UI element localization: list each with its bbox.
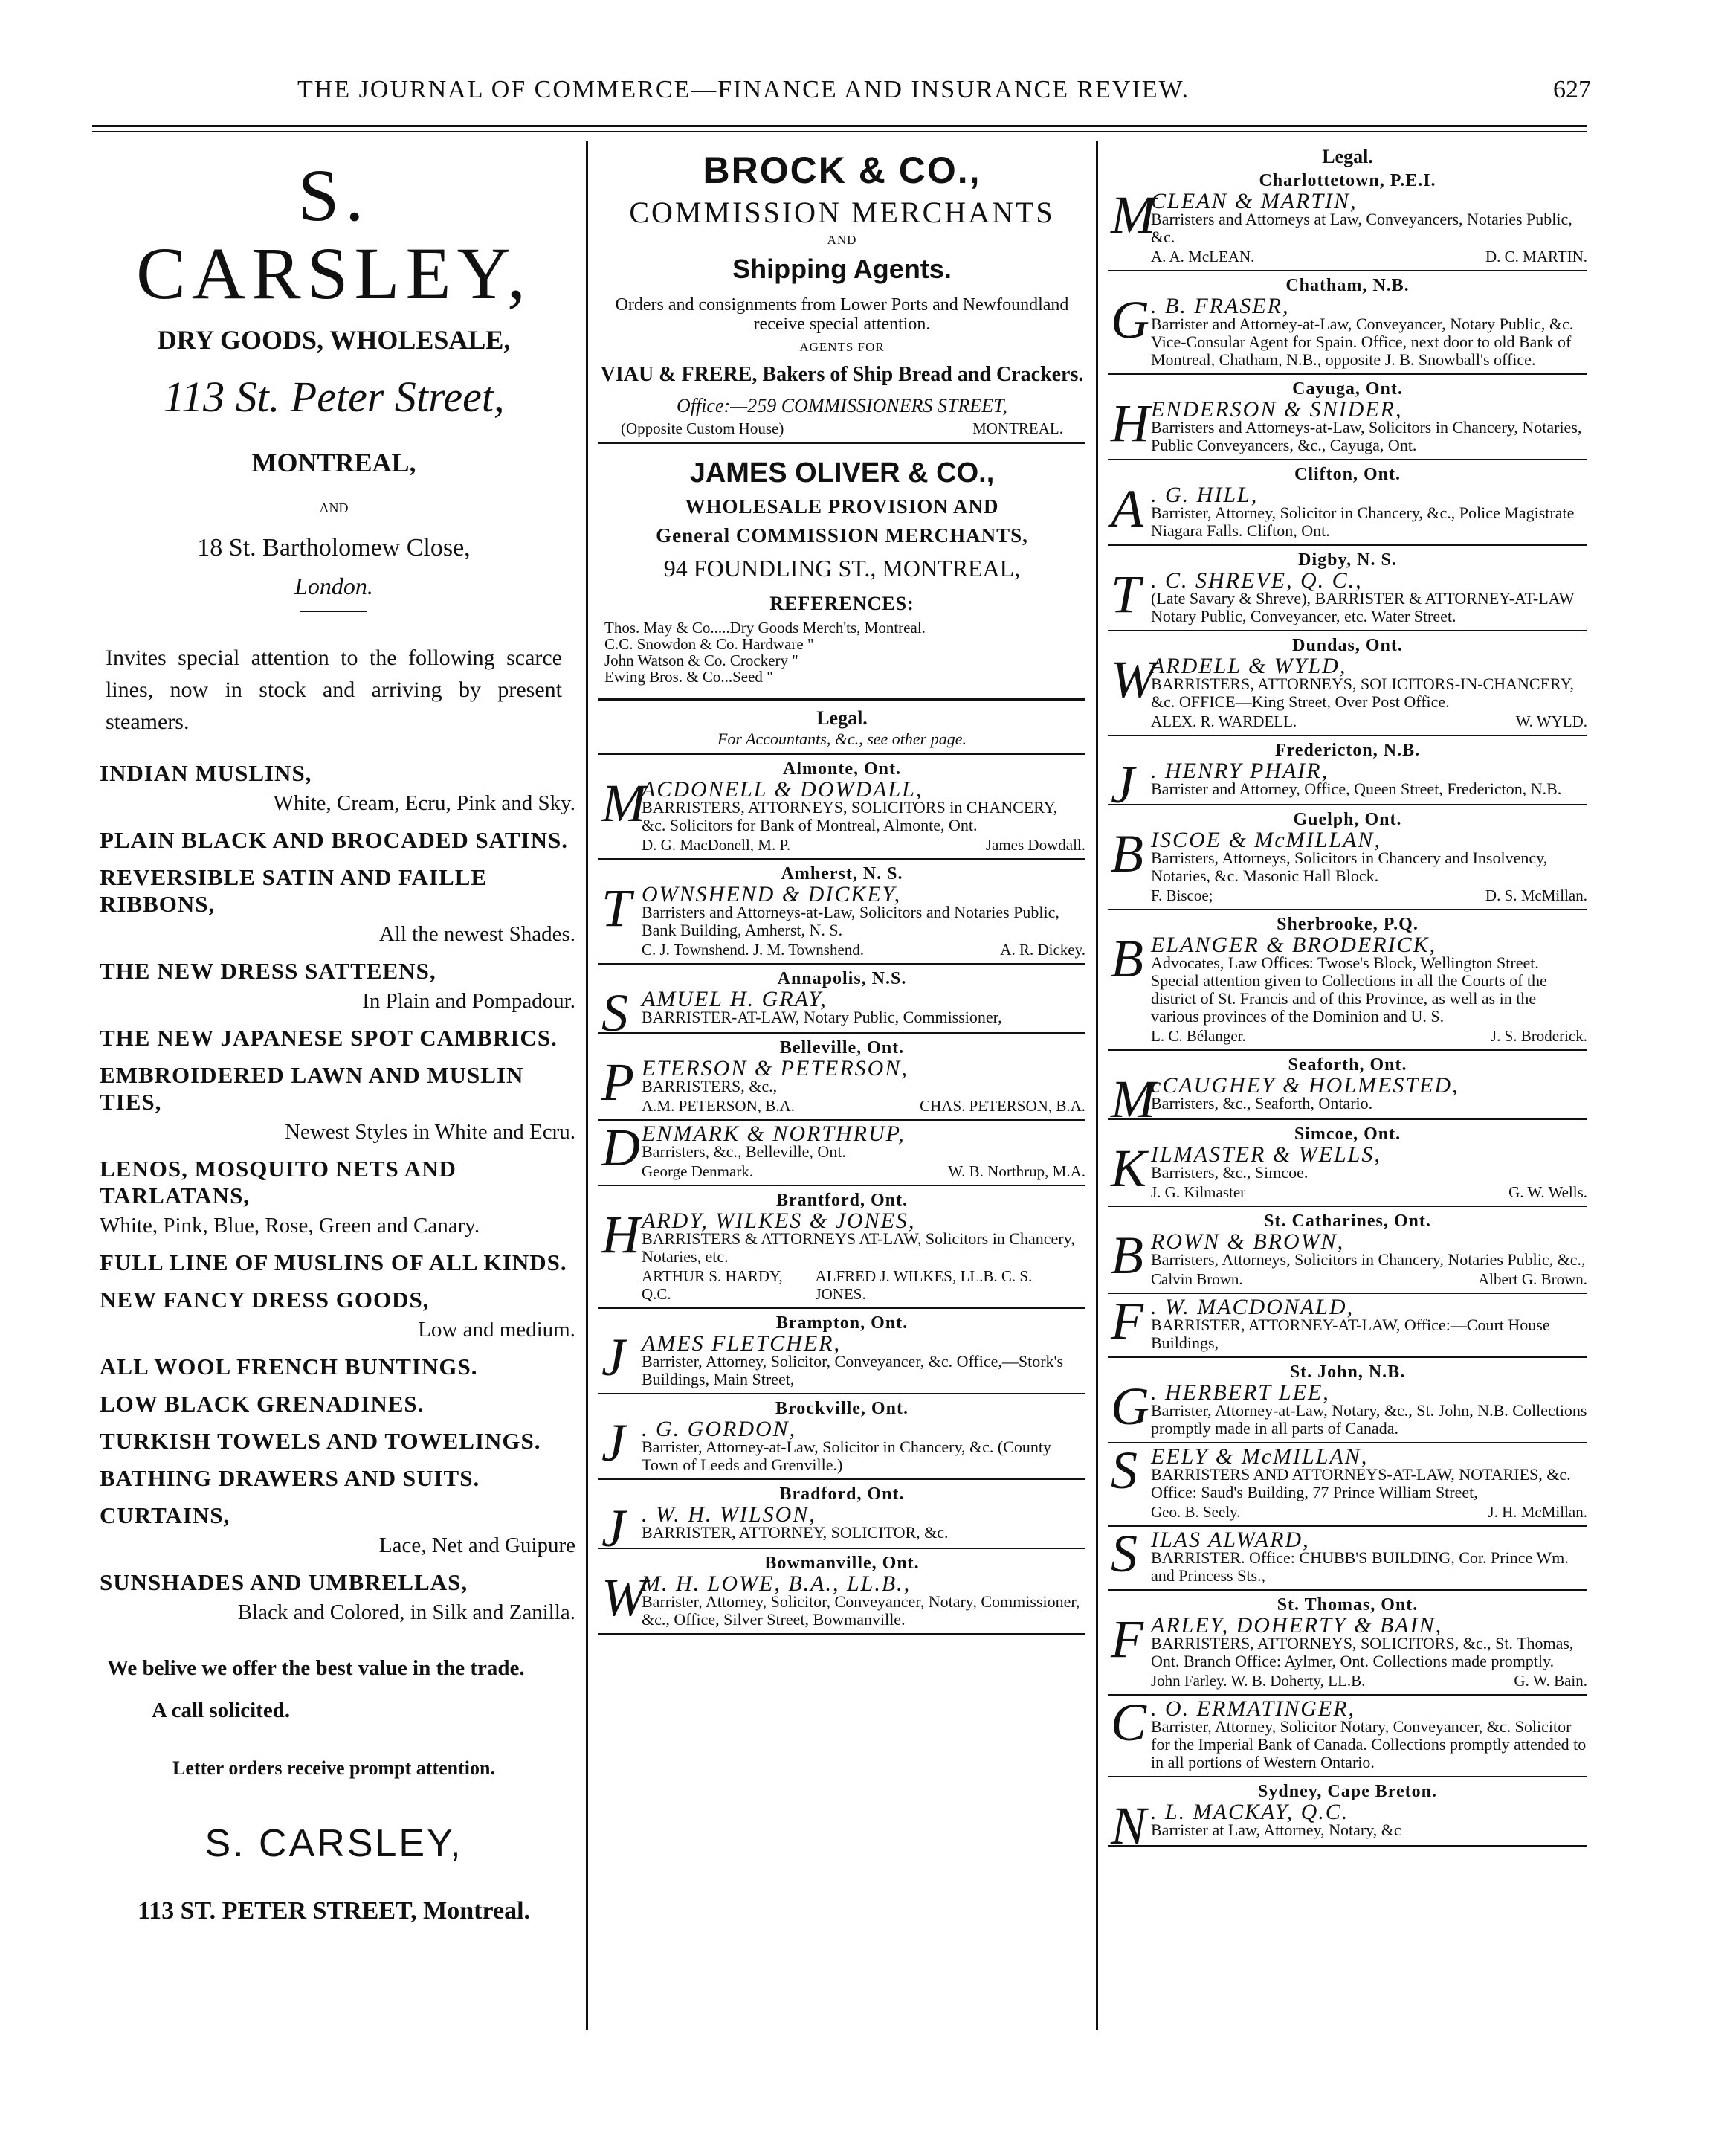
carsley-and: AND [319, 500, 349, 515]
divider [1108, 1293, 1587, 1294]
divider [1108, 909, 1587, 910]
firm-name: EELY & McMILLAN, [1151, 1444, 1369, 1469]
drop-capital: J [1111, 755, 1135, 814]
partner-names [1151, 1672, 1587, 1690]
town-heading: St. Catharines, Ont. [1264, 1211, 1431, 1231]
partner-names [1151, 1503, 1587, 1521]
partner-name: W. B. Northrup, M.A. [948, 1162, 1085, 1180]
divider [598, 858, 1085, 860]
oliver-name: JAMES OLIVER & CO., [689, 457, 995, 489]
divider [1108, 1589, 1587, 1591]
law-card [598, 1327, 1085, 1388]
goods-item-title: SUNSHADES AND UMBRELLAS, [100, 1569, 468, 1595]
town-heading: Chatham, N.B. [1285, 276, 1410, 295]
goods-item-description: Low and medium. [418, 1318, 575, 1342]
legal-subheading: For Accountants, &c., see other page. [717, 730, 967, 748]
law-card [598, 1052, 1085, 1115]
partner-names [642, 836, 1085, 854]
law-card [1108, 1291, 1587, 1352]
town-heading: St. John, N.B. [1289, 1362, 1406, 1382]
firm-name: . O. ERMATINGER, [1151, 1696, 1356, 1721]
brock-orders: Orders and consignments from Lower Ports and Newfoundland receive special attention. [615, 295, 1069, 334]
law-card [1108, 1796, 1587, 1855]
divider [1108, 1049, 1587, 1051]
goods-item-title: CURTAINS, [100, 1502, 230, 1528]
firm-details: Barrister, Attorney-at-Law, Notary, &c., St. John, N.B. Collections promptly made in all parts of Canada. [1151, 1401, 1587, 1438]
divider [1108, 630, 1587, 631]
firm-name: . HERBERT LEE, [1151, 1380, 1330, 1405]
firm-name: . G. GORDON, [642, 1417, 797, 1441]
page-number: 627 [1553, 76, 1591, 103]
firm-details: Barrister, Attorney, Solicitor in Chancery, &c., Police Magistrate Niagara Falls. Clifton, Ont. [1151, 503, 1575, 540]
partner-name: A. R. Dickey. [1000, 941, 1085, 959]
header-rule [92, 125, 1587, 127]
firm-details: Barrister at Law, Attorney, Notary, &c [1151, 1821, 1401, 1839]
town-heading: St. Thomas, Ont. [1277, 1595, 1419, 1615]
divider [1108, 1525, 1587, 1527]
partner-name: Geo. B. Seely. [1151, 1503, 1241, 1521]
drop-capital: S [1111, 1524, 1138, 1583]
law-card [1108, 1693, 1587, 1771]
law-card [1108, 1441, 1587, 1521]
law-card [1108, 393, 1587, 454]
reference-line: Thos. May & Co.....Dry Goods Merch'ts, Montreal. [604, 619, 926, 637]
partner-name: J. S. Broderick. [1490, 1027, 1587, 1045]
drop-capital: M [601, 773, 646, 833]
law-card [1108, 185, 1587, 265]
firm-details: Barristers and Attorneys-at-Law, Solicitors and Notaries Public, Bank Building, Amherst, N. S. [642, 903, 1059, 939]
legal-heading: Legal. [1322, 146, 1373, 167]
firm-name: ROWN & BROWN, [1151, 1229, 1345, 1254]
drop-capital: F [1111, 1291, 1143, 1351]
partner-name: ALEX. R. WARDELL. [1151, 712, 1297, 730]
divider [1108, 1356, 1587, 1358]
goods-item-title: LENOS, MOSQUITO NETS AND TARLATANS, [100, 1156, 456, 1208]
firm-name: M. H. LOWE, B.A., LL.B., [642, 1571, 911, 1596]
brock-opp: (Opposite Custom House) [621, 419, 784, 437]
partner-name: D. C. MARTIN. [1485, 248, 1587, 265]
firm-name: ILMASTER & WELLS, [1151, 1142, 1381, 1167]
oliver-line1: WHOLESALE PROVISION AND [685, 495, 999, 518]
firm-details: Barrister, Attorney, Solicitor, Conveyancer, Notary, Commissioner, &c., Office, Silver Street, Bowmanville. [642, 1592, 1080, 1629]
firm-details: Barrister, Attorney, Solicitor Notary, Conveyancer, &c. Solicitor for the Imperial Bank of Canada. Collections promptly attended to in all portions of Western Ontario. [1151, 1717, 1587, 1771]
firm-name: ETERSON & PETERSON, [642, 1056, 909, 1081]
partner-name: Calvin Brown. [1151, 1270, 1243, 1288]
drop-capital: J [601, 1499, 625, 1558]
brock-viau: VIAU & FRERE, Bakers of Ship Bread and Crackers. [600, 363, 1084, 386]
law-card [1108, 650, 1587, 730]
brock-city: MONTREAL. [972, 419, 1063, 437]
divider [1108, 1442, 1587, 1443]
divider [1108, 1694, 1587, 1696]
law-card [1108, 1609, 1587, 1690]
partner-name: D. G. MacDonell, M. P. [642, 836, 791, 854]
drop-capital: K [1111, 1139, 1147, 1198]
drop-capital: C [1111, 1693, 1147, 1752]
drop-capital: B [1111, 1226, 1143, 1285]
town-heading: Brampton, Ont. [775, 1313, 909, 1333]
drop-capital: H [1111, 393, 1149, 453]
divider [300, 611, 367, 612]
town-heading: Guelph, Ont. [1293, 810, 1402, 829]
carsley-city: MONTREAL, [251, 448, 416, 477]
brock-and: AND [827, 233, 857, 247]
divider [598, 963, 1085, 965]
law-card [1108, 1377, 1587, 1438]
divider [598, 442, 1085, 444]
divider [598, 1032, 1085, 1034]
drop-capital: N [1111, 1796, 1147, 1855]
reference-line: C.C. Snowdon & Co. Hardware " [604, 635, 814, 653]
goods-item-title: TURKISH TOWELS AND TOWELINGS. [100, 1428, 541, 1454]
legal-cards-middle [598, 759, 1085, 1635]
law-card [1108, 1139, 1587, 1201]
carsley-street: 113 St. Peter Street, [163, 373, 505, 421]
partner-name: Albert G. Brown. [1478, 1270, 1587, 1288]
goods-item-description: Newest Styles in White and Ecru. [285, 1120, 575, 1144]
town-heading: Fredericton, N.B. [1274, 741, 1421, 760]
drop-capital: M [1111, 185, 1155, 245]
partner-name: CHAS. PETERSON, B.A. [920, 1097, 1085, 1115]
reference-line: John Watson & Co. Crockery " [604, 651, 798, 669]
firm-name: ARLEY, DOHERTY & BAIN, [1151, 1613, 1443, 1638]
firm-details: BARRISTERS & ATTORNEYS AT-LAW, Solicitors in Chancery, Notaries, etc. [642, 1229, 1075, 1266]
partner-name: A. A. McLEAN. [1151, 248, 1255, 265]
partner-name: G. W. Bain. [1514, 1672, 1587, 1690]
divider [598, 1393, 1085, 1394]
carsley-letter-orders: Letter orders receive prompt attention. [172, 1757, 495, 1779]
partner-names [642, 1097, 1085, 1115]
partner-name: D. S. McMillan. [1485, 886, 1587, 904]
divider [598, 753, 1085, 755]
law-card [598, 1118, 1085, 1180]
partner-name: James Dowdall. [985, 836, 1085, 854]
goods-item-title: THE NEW DRESS SATTEENS, [100, 958, 436, 984]
firm-details: Barristers, Attorneys, Solicitors in Chancery and Insolvency, Notaries, &c. Masonic Hall Block. [1151, 849, 1548, 885]
partner-name: L. C. Bélanger. [1151, 1027, 1246, 1045]
drop-capital: T [1111, 564, 1141, 624]
firm-details: Barristers, Attorneys, Solicitors in Chancery, Notaries Public, &c., [1151, 1250, 1586, 1269]
law-card [1108, 564, 1587, 625]
drop-capital: G [1111, 1377, 1149, 1436]
carsley-name: S. CARSLEY, [136, 154, 532, 315]
town-heading: Sherbrooke, P.Q. [1277, 915, 1419, 934]
divider [598, 698, 1085, 701]
firm-name: CLEAN & MARTIN, [1151, 189, 1358, 213]
divider [598, 1548, 1085, 1549]
partner-name: W. WYLD. [1515, 712, 1587, 730]
divider [598, 1307, 1085, 1309]
firm-name: . C. SHREVE, Q. C., [1151, 568, 1363, 593]
firm-name: . L. MACKAY, Q.C. [1151, 1800, 1349, 1824]
firm-name: ISCOE & McMILLAN, [1151, 828, 1381, 852]
partner-name: John Farley. W. B. Doherty, LL.B. [1151, 1672, 1366, 1690]
firm-name: . B. FRASER, [1151, 294, 1290, 318]
firm-details: Advocates, Law Offices: Twose's Block, Wellington Street. Special attention given to Collections in all the Courts of the district of St. Francis and of this Province, as well as in the various provinces of the Dominion and U. S. [1151, 953, 1547, 1026]
header-rule-thin [92, 131, 1587, 132]
legal-cards-right [1108, 171, 1587, 1855]
town-heading: Digby, N. S. [1298, 550, 1397, 570]
drop-capital: G [1111, 290, 1149, 350]
firm-details: Barristers, &c., Simcoe. [1151, 1163, 1309, 1182]
carsley-call: A call solicited. [152, 1699, 291, 1722]
carsley-value-claim: We belive we offer the best value in the trade. [107, 1656, 525, 1680]
firm-details: Barrister, Attorney, Solicitor, Conveyancer, &c. Office,—Stork's Buildings, Main Street, [642, 1352, 1064, 1388]
goods-item-description: Lace, Net and Guipure [378, 1533, 575, 1557]
goods-item-description: Black and Colored, in Silk and Zanilla. [237, 1600, 575, 1624]
oliver-address: 94 FOUNDLING ST., MONTREAL, [663, 555, 1021, 582]
firm-name: . W. H. WILSON, [642, 1502, 816, 1527]
brock-agents: AGENTS FOR [799, 340, 885, 354]
firm-details: Barrister, Attorney-at-Law, Solicitor in Chancery, &c. (County Town of Leeds and Grenville.) [642, 1438, 1052, 1474]
town-heading: Cayuga, Ont. [1292, 379, 1403, 399]
goods-item-description: All the newest Shades. [378, 922, 575, 946]
legal-heading: Legal. [816, 707, 868, 729]
drop-capital: F [1111, 1609, 1143, 1669]
drop-capital: A [1111, 479, 1143, 538]
drop-capital: M [1111, 1069, 1155, 1129]
firm-details: BARRISTER. Office: CHUBB'S BUILDING, Cor. Prince Wm. and Princess Sts., [1151, 1548, 1569, 1585]
firm-name: ACDONELL & DOWDALL, [642, 777, 923, 802]
firm-details: BARRISTERS AND ATTORNEYS-AT-LAW, NOTARIES, &c. Office: Saud's Building, 77 Prince William Street, [1151, 1465, 1571, 1501]
firm-details: Barristers, &c., Seaforth, Ontario. [1151, 1094, 1373, 1113]
goods-item-title: EMBROIDERED LAWN AND MUSLIN TIES, [100, 1062, 524, 1115]
goods-item-title: ALL WOOL FRENCH BUNTINGS. [100, 1353, 478, 1380]
goods-item-description: White, Pink, Blue, Rose, Green and Canary. [100, 1214, 480, 1237]
law-card [598, 1568, 1085, 1629]
law-card [1108, 479, 1587, 540]
right-column [1108, 141, 1587, 1855]
oliver-line2: General COMMISSION MERCHANTS, [656, 524, 1028, 547]
drop-capital: J [601, 1413, 625, 1472]
firm-details: BARRISTERS, ATTORNEYS, SOLICITORS in CHANCERY, &c. Solicitors for Bank of Montreal, Almonte, Ont. [642, 798, 1058, 834]
goods-item-title: THE NEW JAPANESE SPOT CAMBRICS. [100, 1025, 558, 1051]
goods-list [100, 760, 575, 1626]
page-header [89, 76, 1591, 113]
firm-details: (Late Savary & Shreve), BARRISTER & ATTORNEY-AT-LAW Notary Public, Conveyancer, etc. Water Street. [1151, 589, 1575, 625]
firm-name: . W. MACDONALD, [1151, 1295, 1355, 1319]
divider [1108, 459, 1587, 460]
goods-item-description: White, Cream, Ecru, Pink and Sky. [273, 791, 575, 815]
drop-capital: T [601, 878, 632, 938]
oliver-references-label: REFERENCES: [769, 593, 914, 614]
divider [1108, 373, 1587, 375]
law-card [598, 1205, 1085, 1303]
brock-office: Office:—259 COMMISSIONERS STREET, [676, 395, 1008, 416]
partner-names [642, 1162, 1085, 1180]
firm-details: BARRISTER, ATTORNEY-AT-LAW, Office:—Court House Buildings, [1151, 1316, 1550, 1352]
divider [598, 1185, 1085, 1186]
divider [1108, 1206, 1587, 1207]
reference-line: Ewing Bros. & Co...Seed " [604, 668, 773, 686]
divider [1108, 1118, 1587, 1120]
column-divider-1 [586, 141, 588, 2030]
drop-capital: B [1111, 929, 1143, 988]
drop-capital: H [601, 1205, 640, 1264]
column-divider-2 [1096, 141, 1098, 2030]
town-heading: Almonte, Ont. [783, 759, 901, 779]
town-heading: Amherst, N. S. [781, 864, 903, 883]
middle-column [598, 141, 1085, 1639]
firm-name: cCAUGHEY & HOLMESTED, [1151, 1073, 1459, 1098]
divider [598, 1633, 1085, 1635]
firm-details: Barrister and Attorney, Office, Queen Street, Fredericton, N.B. [1151, 779, 1562, 798]
firm-details: BARRISTER-AT-LAW, Notary Public, Commissioner, [642, 1008, 1002, 1026]
partner-names [642, 941, 1085, 959]
firm-name: OWNSHEND & DICKEY, [642, 882, 902, 907]
divider [1108, 735, 1587, 736]
partner-name: ALFRED J. WILKES, LL.B. C. S. JONES. [815, 1267, 1033, 1303]
law-card [598, 1413, 1085, 1474]
divider [1108, 804, 1587, 805]
brock-line2: Shipping Agents. [732, 254, 952, 284]
firm-details: Barristers, &c., Belleville, Ont. [642, 1142, 846, 1161]
goods-item-title: BATHING DRAWERS AND SUITS. [100, 1465, 480, 1491]
carsley-london: London. [294, 573, 373, 599]
town-heading: Clifton, Ont. [1294, 465, 1401, 484]
partner-name: ARTHUR S. HARDY, Q.C. [642, 1267, 783, 1303]
town-heading: Sydney, Cape Breton. [1258, 1782, 1437, 1801]
drop-capital: W [601, 1568, 646, 1627]
firm-name: AMUEL H. GRAY, [642, 987, 827, 1011]
law-card [598, 773, 1085, 854]
drop-capital: S [601, 983, 628, 1043]
carsley-footer-address: 113 ST. PETER STREET, Montreal. [137, 1897, 531, 1925]
goods-item-description: In Plain and Pompadour. [362, 989, 575, 1013]
firm-details: BARRISTERS, ATTORNEYS, SOLICITORS, &c., St. Thomas, Ont. Branch Office: Aylmer, Ont. Collections made promptly. [1151, 1634, 1574, 1670]
law-card [1108, 929, 1587, 1045]
drop-capital: J [601, 1327, 625, 1387]
town-heading: Charlottetown, P.E.I. [1259, 171, 1436, 190]
firm-name: ENMARK & NORTHRUP, [642, 1121, 906, 1146]
law-card [598, 983, 1085, 1043]
partner-names [1151, 886, 1587, 904]
firm-details: Barristers and Attorneys at Law, Conveyancers, Notaries Public, &c. [1151, 210, 1572, 246]
brock-line1: COMMISSION MERCHANTS [629, 196, 1055, 229]
firm-name: ILAS ALWARD, [1151, 1528, 1310, 1552]
firm-name: AMES FLETCHER, [642, 1331, 841, 1356]
firm-details: BARRISTERS, &c., [642, 1077, 778, 1095]
firm-details: Barrister and Attorney-at-Law, Conveyancer, Notary Public, &c. Vice-Consular Agent for Spain. Office, next door to old Bank of Montreal, Chatham, N.B., opposite J. B. Snowball's office. [1151, 315, 1574, 369]
town-heading: Bradford, Ont. [779, 1484, 905, 1504]
goods-item-title: REVERSIBLE SATIN AND FAILLE RIBBONS, [100, 864, 488, 917]
goods-item-title: INDIAN MUSLINS, [100, 760, 312, 786]
law-card [1108, 1524, 1587, 1585]
divider [598, 1119, 1085, 1121]
brock-location [598, 419, 1085, 438]
goods-item-title: FULL LINE OF MUSLINS OF ALL KINDS. [100, 1249, 567, 1275]
goods-item-title: LOW BLACK GRENADINES. [100, 1391, 425, 1417]
law-card [1108, 755, 1587, 814]
carsley-business: DRY GOODS, WHOLESALE, [157, 325, 511, 355]
town-heading: Brockville, Ont. [775, 1399, 909, 1418]
partner-name: F. Biscoe; [1151, 886, 1213, 904]
firm-name: . HENRY PHAIR, [1151, 759, 1329, 783]
goods-item-title: PLAIN BLACK AND BROCADED SATINS. [100, 827, 568, 853]
divider [1108, 1845, 1587, 1847]
brock-name: BROCK & CO., [703, 149, 981, 191]
firm-details: BARRISTER, ATTORNEY, SOLICITOR, &c. [642, 1523, 949, 1542]
law-card [598, 878, 1085, 959]
partner-names [1151, 1183, 1587, 1201]
journal-title: THE JOURNAL OF COMMERCE—FINANCE AND INSURANCE REVIEW. [297, 76, 1190, 103]
law-card [1108, 1069, 1587, 1129]
firm-name: ARDY, WILKES & JONES, [642, 1208, 916, 1233]
carsley-footer-name: S. CARSLEY, [204, 1822, 463, 1865]
partner-name: J. G. Kilmaster [1151, 1183, 1246, 1201]
partner-name: G. W. Wells. [1508, 1183, 1587, 1201]
carsley-london-address: 18 St. Bartholomew Close, [197, 534, 471, 561]
partner-names [1151, 248, 1587, 265]
law-card [1108, 290, 1587, 369]
drop-capital: W [1111, 650, 1155, 709]
firm-details: Barristers and Attorneys-at-Law, Solicitors in Chancery, Notaries, Public Conveyancers, &c., Cayuga, Ont. [1151, 418, 1582, 454]
drop-capital: B [1111, 824, 1143, 883]
divider [598, 1478, 1085, 1480]
firm-name: . G. HILL, [1151, 483, 1259, 507]
town-heading: Brantford, Ont. [776, 1191, 908, 1210]
law-card [1108, 1226, 1587, 1288]
partner-names [1151, 1270, 1587, 1288]
partner-names [642, 1267, 1085, 1303]
town-heading: Annapolis, N.S. [777, 969, 907, 988]
divider [1108, 1776, 1587, 1777]
divider [1108, 270, 1587, 271]
law-card [598, 1499, 1085, 1558]
drop-capital: P [601, 1052, 634, 1112]
firm-name: ENDERSON & SNIDER, [1151, 397, 1403, 422]
firm-name: ARDELL & WYLD, [1151, 654, 1347, 678]
carsley-advertisement [92, 141, 575, 1925]
firm-name: ELANGER & BRODERICK, [1151, 933, 1437, 957]
town-heading: Bowmanville, Ont. [764, 1554, 920, 1573]
oliver-references [604, 619, 1085, 685]
town-heading: Belleville, Ont. [779, 1038, 905, 1058]
drop-capital: D [601, 1118, 640, 1177]
partner-names [1151, 1027, 1587, 1045]
town-heading: Simcoe, Ont. [1294, 1124, 1401, 1144]
partner-names [1151, 712, 1587, 730]
firm-details: BARRISTERS, ATTORNEYS, SOLICITORS-IN-CHANCERY, &c. OFFICE—King Street, Over Post Office. [1151, 675, 1575, 711]
town-heading: Dundas, Ont. [1292, 636, 1403, 655]
town-heading: Seaforth, Ont. [1288, 1055, 1407, 1075]
partner-name: J. H. McMillan. [1488, 1503, 1587, 1521]
partner-name: C. J. Townshend. J. M. Townshend. [642, 941, 865, 959]
carsley-intro: Invites special attention to the following scarce lines, now in stock and arriving by present steamers. [106, 646, 562, 734]
partner-name: A.M. PETERSON, B.A. [642, 1097, 795, 1115]
partner-name: George Denmark. [642, 1162, 754, 1180]
law-card [1108, 824, 1587, 904]
divider [1108, 544, 1587, 546]
goods-item-title: NEW FANCY DRESS GOODS, [100, 1287, 430, 1313]
drop-capital: S [1111, 1441, 1138, 1500]
